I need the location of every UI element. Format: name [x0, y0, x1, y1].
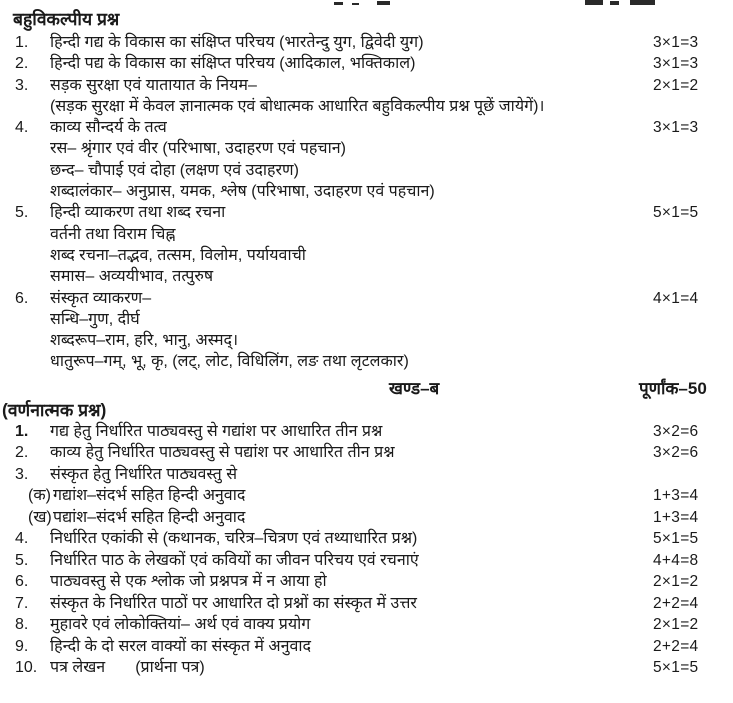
question-text-group [50, 53, 653, 74]
question-text-group [50, 571, 653, 593]
question-number: 3. [15, 465, 29, 483]
question-text: पाठ्यवस्तु से एक श्लोक जो प्रश्नपत्र में न आया हो [50, 573, 327, 591]
question-number: 5. [15, 204, 29, 222]
question-number: 4. [15, 119, 29, 137]
question-text: गद्यांश–संदर्भ सहित हिन्दी अनुवाद [53, 487, 246, 505]
cutoff-text-fragment [377, 1, 390, 5]
cutoff-text-fragment [585, 0, 603, 5]
question-subline [0, 224, 733, 245]
question-marks: 2×1=2 [653, 616, 699, 634]
question-subline-text: वर्तनी तथा विराम चिह्न [50, 225, 176, 243]
question-subline [0, 160, 733, 181]
question-number: 1. [15, 34, 29, 51]
question-row [0, 75, 733, 96]
question-text-group [53, 485, 653, 507]
question-number: 6. [15, 289, 29, 307]
question-text-group [50, 442, 653, 464]
question-marks: 3×1=3 [653, 55, 699, 73]
question-text: मुहावरे एवं लोकोक्तियां– अर्थ एवं वाक्य प्रयोग [50, 616, 311, 634]
question-text-extra: (प्रार्थना पत्र) [135, 659, 205, 677]
question-subline [0, 309, 733, 330]
question-text: हिन्दी पद्य के विकास का संक्षिप्त परिचय (आदिकाल, भक्तिकाल) [50, 55, 416, 73]
question-subline [0, 266, 733, 287]
question-text-group [50, 636, 653, 658]
question-text: संस्कृत हेतु निर्धारित पाठ्यवस्तु से [50, 465, 238, 483]
question-row [0, 614, 733, 636]
question-text: निर्धारित पाठ के लेखकों एवं कवियों का जीवन परिचय एवं रचनाएं [50, 551, 419, 569]
question-row [0, 657, 733, 679]
cutoff-text-fragment [334, 2, 343, 5]
question-number: (ख) [28, 508, 52, 526]
question-row [0, 636, 733, 658]
section-b-header [0, 375, 733, 399]
question-marks: 2×1=2 [653, 76, 699, 94]
question-text: निर्धारित एकांकी से (कथानक, चरित्र–चित्रण एवं तथ्याधारित प्रश्न) [50, 530, 418, 548]
question-marks: 4+4=8 [653, 551, 699, 569]
question-number: 6. [15, 573, 29, 591]
question-marks: 1+3=4 [653, 508, 699, 526]
question-marks: 2+2=4 [653, 594, 699, 612]
question-subline-text: रस– श्रृंगार एवं वीर (परिभाषा, उदाहरण एवं पहचान) [50, 140, 346, 158]
question-number: 2. [15, 444, 29, 462]
question-row [0, 550, 733, 572]
question-marks: 5×1=5 [653, 659, 699, 677]
section-a-items [0, 32, 733, 373]
question-subline-text: शब्दरूप–राम, हरि, भानु, अस्मद्। [50, 332, 239, 350]
question-text-group [50, 288, 653, 309]
question-row [0, 202, 733, 223]
question-subline-text: छन्द– चौपाई एवं दोहा (लक्षण एवं उदाहरण) [50, 161, 299, 179]
question-text-group [50, 32, 653, 53]
question-text-group [50, 550, 653, 572]
question-marks: 5×1=5 [653, 204, 699, 222]
cutoff-text-fragment [630, 0, 655, 5]
question-text: संस्कृत व्याकरण– [50, 289, 152, 307]
question-row [0, 32, 733, 53]
section-b-total-marks: पूर्णांक–50 [639, 378, 707, 398]
question-number: 5. [15, 551, 29, 569]
question-text-group [50, 614, 653, 636]
question-marks: 2×1=2 [653, 573, 699, 591]
question-text-group [50, 593, 653, 615]
question-row [0, 117, 733, 138]
question-row [0, 53, 733, 74]
question-text-group [53, 507, 653, 529]
question-text: पत्र लेखन [50, 659, 106, 677]
question-row [0, 485, 733, 507]
question-text-group [50, 464, 653, 486]
question-number: 10. [15, 659, 38, 677]
question-text: काव्य हेतु निर्धारित पाठ्यवस्तु से पद्यांश पर आधारित तीन प्रश्न [50, 444, 395, 462]
question-number: 3. [15, 76, 29, 94]
section-b-title: खण्ड–ब [389, 378, 440, 398]
question-subline [0, 181, 733, 202]
section-a-heading: बहुविकल्पीय प्रश्न [13, 9, 120, 29]
question-number: 2. [15, 55, 29, 73]
question-row [0, 464, 733, 486]
question-subline-text: धातुरूप–गम्, भू, कृ, (लट्, लोट, विधिलिंग, लङ तथा लृटलकार) [50, 353, 409, 371]
cutoff-text-fragment [610, 1, 619, 5]
question-subline [0, 96, 733, 117]
question-subline-text: (सड़क सुरक्षा में केवल ज्ञानात्मक एवं बोधात्मक आधारित बहुविकल्पीय प्रश्न पूछें जायेगें)। [50, 97, 545, 115]
question-text: हिन्दी व्याकरण तथा शब्द रचना [50, 204, 226, 222]
question-row [0, 571, 733, 593]
question-marks: 5×1=5 [653, 530, 699, 548]
question-number: 9. [15, 637, 29, 655]
question-subline-text: शब्द रचना–तद्भव, तत्सम, विलोम, पर्यायवाची [50, 246, 306, 264]
question-marks: 3×1=3 [653, 34, 699, 51]
question-number: 4. [15, 530, 29, 548]
question-marks: 3×2=6 [653, 444, 699, 462]
question-text: हिन्दी गद्य के विकास का संक्षिप्त परिचय (भारतेन्दु युग, द्विवेदी युग) [50, 34, 424, 51]
question-number: 8. [15, 616, 29, 634]
question-marks: 4×1=4 [653, 289, 699, 307]
cutoff-text-fragment [352, 3, 359, 5]
question-text: सड़क सुरक्षा एवं यातायात के नियम– [50, 76, 257, 94]
question-subline [0, 351, 733, 372]
question-row [0, 288, 733, 309]
question-text-group [50, 117, 653, 138]
question-text: हिन्दी के दो सरल वाक्यों का संस्कृत में अनुवाद [50, 637, 312, 655]
question-subline-text: सन्धि–गुण, दीर्घ [50, 310, 140, 328]
question-marks: 3×1=3 [653, 119, 699, 137]
question-text-group [50, 528, 653, 550]
question-number: 7. [15, 594, 29, 612]
cutoff-text-row [0, 0, 733, 7]
question-text-group [50, 657, 653, 679]
section-b-items [0, 421, 733, 679]
question-text: पद्यांश–संदर्भ सहित हिन्दी अनुवाद [53, 508, 246, 526]
question-text-group [50, 421, 653, 443]
question-text: काव्य सौन्दर्य के तत्व [50, 119, 167, 137]
question-text-group [50, 75, 653, 96]
question-number: (क) [28, 487, 51, 505]
question-text: संस्कृत के निर्धारित पाठों पर आधारित दो प्रश्नों का संस्कृत में उत्तर [50, 594, 417, 612]
question-row [0, 507, 733, 529]
question-row [0, 593, 733, 615]
question-text: गद्य हेतु निर्धारित पाठ्यवस्तु से गद्यांश पर आधारित तीन प्रश्न [50, 422, 383, 440]
question-row [0, 442, 733, 464]
section-b-heading: (वर्णनात्मक प्रश्न) [2, 399, 107, 420]
question-subline [0, 245, 733, 266]
question-row [0, 528, 733, 550]
question-marks: 1+3=4 [653, 487, 699, 505]
question-subline [0, 138, 733, 159]
question-subline [0, 330, 733, 351]
question-number: 1. [15, 422, 29, 440]
question-marks: 3×2=6 [653, 422, 699, 440]
question-subline-text: शब्दालंकार– अनुप्रास, यमक, श्लेष (परिभाषा, उदाहरण एवं पहचान) [50, 183, 435, 201]
question-row [0, 421, 733, 443]
question-marks: 2+2=4 [653, 637, 699, 655]
question-text-group [50, 202, 653, 223]
question-subline-text: समास– अव्ययीभाव, तत्पुरुष [50, 268, 214, 286]
